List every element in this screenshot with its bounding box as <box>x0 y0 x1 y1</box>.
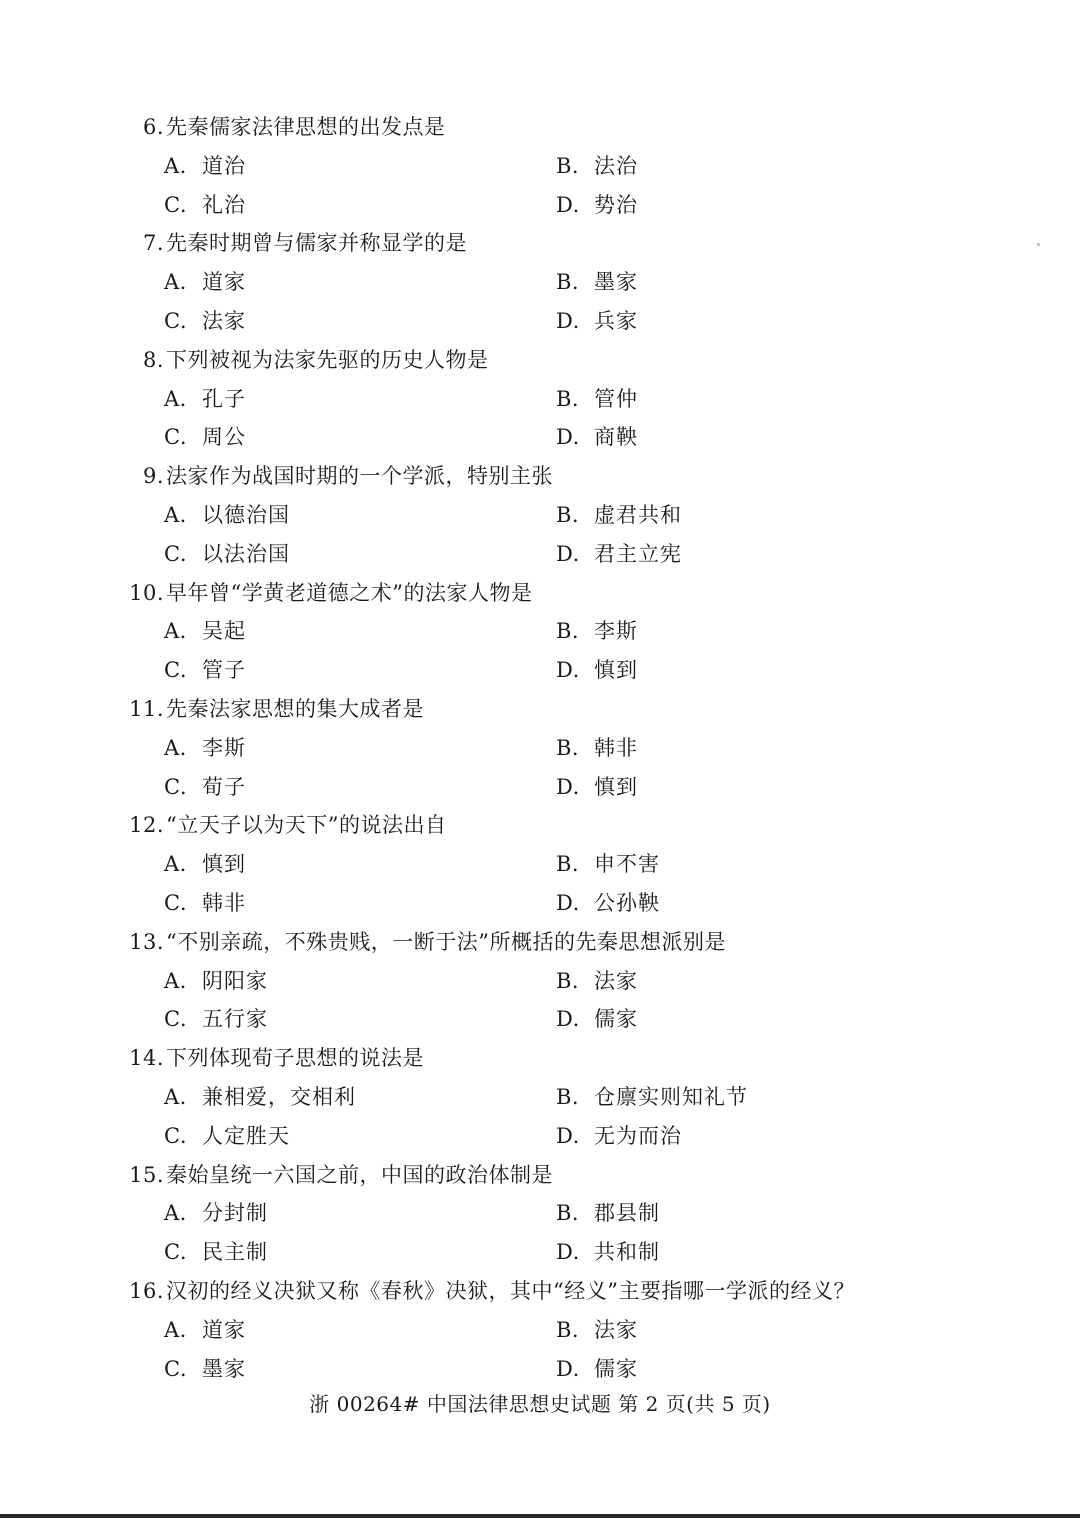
question-number: 9. <box>142 464 164 489</box>
option-row <box>120 1311 940 1350</box>
answer-option <box>164 1233 268 1272</box>
question-item <box>120 1156 940 1272</box>
answer-option <box>556 768 638 807</box>
question-number: 14. <box>129 1046 164 1071</box>
option-letter: C. <box>164 1356 187 1381</box>
option-text: 道家 <box>202 270 246 295</box>
question-text: “不别亲疏，不殊贵贱，一断于法”所概括的先秦思想派别是 <box>166 929 726 954</box>
option-text: 兵家 <box>594 308 638 333</box>
question-item <box>120 457 940 573</box>
question-stem <box>120 923 940 962</box>
option-letter: A. <box>164 735 187 760</box>
answer-option <box>164 535 290 574</box>
answer-option <box>556 845 660 884</box>
answer-option <box>164 1000 268 1039</box>
question-stem <box>120 1039 940 1078</box>
scan-bottom-edge <box>0 1514 1080 1518</box>
option-text: 儒家 <box>594 1356 638 1381</box>
option-text: 孔子 <box>202 386 246 411</box>
answer-option <box>164 147 246 186</box>
question-number: 11. <box>129 696 164 721</box>
question-stem <box>120 108 940 147</box>
option-letter: A. <box>164 1084 187 1109</box>
question-item <box>120 574 940 690</box>
answer-option <box>164 1311 246 1350</box>
answer-option <box>556 418 638 457</box>
option-row <box>120 302 940 341</box>
question-stem <box>120 341 940 380</box>
option-text: 李斯 <box>202 735 246 760</box>
question-text: 下列体现荀子思想的说法是 <box>166 1046 424 1071</box>
option-row <box>120 263 940 302</box>
question-list <box>120 108 940 1388</box>
option-text: 法家 <box>202 308 246 333</box>
question-text: 先秦法家思想的集大成者是 <box>166 696 424 721</box>
option-row <box>120 1117 940 1156</box>
option-text: 公孙鞅 <box>594 890 660 915</box>
answer-option <box>556 1311 638 1350</box>
question-text: 先秦时期曾与儒家并称显学的是 <box>166 231 467 256</box>
answer-option <box>164 1350 246 1389</box>
option-letter: C. <box>164 308 187 333</box>
option-text: 分封制 <box>202 1201 268 1226</box>
option-letter: A. <box>164 1201 187 1226</box>
answer-option <box>556 380 638 419</box>
option-letter: C. <box>164 1007 187 1032</box>
option-letter: D. <box>556 658 580 683</box>
option-row <box>120 418 940 457</box>
option-text: 荀子 <box>202 774 246 799</box>
option-text: 礼治 <box>202 192 246 217</box>
option-letter: A. <box>164 502 187 527</box>
question-number: 8. <box>142 347 164 372</box>
option-text: 慎到 <box>594 658 638 683</box>
question-stem <box>120 1156 940 1195</box>
question-item <box>120 690 940 806</box>
option-row <box>120 1078 940 1117</box>
option-text: 郡县制 <box>594 1201 660 1226</box>
question-number: 6. <box>142 115 164 139</box>
question-number: 16. <box>129 1278 164 1303</box>
answer-option <box>164 1194 268 1233</box>
option-text: 墨家 <box>202 1356 246 1381</box>
option-text: 商鞅 <box>594 425 638 450</box>
option-letter: B. <box>556 968 580 993</box>
question-number: 12. <box>129 813 164 838</box>
option-letter: D. <box>556 890 580 915</box>
answer-option <box>556 962 638 1001</box>
question-text: 早年曾“学黄老道德之术”的法家人物是 <box>166 580 533 605</box>
option-letter: A. <box>164 1317 187 1342</box>
scan-speck <box>1037 243 1040 246</box>
option-letter: A. <box>164 619 187 644</box>
question-item <box>120 224 940 340</box>
option-letter: D. <box>556 1356 580 1381</box>
question-stem <box>120 806 940 845</box>
option-text: 虚君共和 <box>594 502 682 527</box>
answer-option <box>164 263 246 302</box>
answer-option <box>556 1000 638 1039</box>
answer-option <box>164 418 246 457</box>
option-letter: C. <box>164 425 187 450</box>
option-text: 以德治国 <box>202 502 290 527</box>
option-letter: C. <box>164 890 187 915</box>
option-letter: C. <box>164 1123 187 1148</box>
option-text: 法家 <box>594 1317 638 1342</box>
option-letter: D. <box>556 192 580 217</box>
option-letter: B. <box>556 1317 580 1342</box>
answer-option <box>556 1078 748 1117</box>
answer-option <box>556 302 638 341</box>
option-letter: C. <box>164 192 187 217</box>
question-number: 15. <box>129 1162 164 1187</box>
question-stem <box>120 224 940 263</box>
question-item <box>120 341 940 457</box>
option-letter: A. <box>164 153 187 178</box>
answer-option <box>556 651 638 690</box>
option-letter: A. <box>164 270 187 295</box>
answer-option <box>556 1194 660 1233</box>
option-letter: D. <box>556 425 580 450</box>
answer-option <box>164 612 246 651</box>
answer-option <box>556 1233 660 1272</box>
option-letter: B. <box>556 386 580 411</box>
question-number: 10. <box>129 580 164 605</box>
answer-option <box>164 884 246 923</box>
answer-option <box>164 380 246 419</box>
question-text: 汉初的经义决狱又称《春秋》决狱，其中“经义”主要指哪一学派的经义？ <box>166 1278 855 1303</box>
answer-option <box>556 496 682 535</box>
question-text: 法家作为战国时期的一个学派，特别主张 <box>166 464 553 489</box>
option-text: 民主制 <box>202 1240 268 1265</box>
answer-option <box>164 496 290 535</box>
option-text: 君主立宪 <box>594 541 682 566</box>
option-text: 无为而治 <box>594 1123 682 1148</box>
question-item <box>120 923 940 1039</box>
question-item <box>120 806 940 922</box>
question-text: 先秦儒家法律思想的出发点是 <box>166 115 446 139</box>
option-text: 仓廪实则知礼节 <box>594 1084 748 1109</box>
option-letter: D. <box>556 308 580 333</box>
answer-option <box>164 302 246 341</box>
option-letter: D. <box>556 1007 580 1032</box>
question-stem <box>120 690 940 729</box>
question-number: 13. <box>129 929 164 954</box>
option-row <box>120 612 940 651</box>
answer-option <box>556 535 682 574</box>
option-letter: B. <box>556 153 580 178</box>
option-letter: D. <box>556 541 580 566</box>
answer-option <box>556 1117 682 1156</box>
option-text: 周公 <box>202 425 246 450</box>
question-stem <box>120 574 940 613</box>
option-letter: D. <box>556 1123 580 1148</box>
option-letter: C. <box>164 1240 187 1265</box>
option-letter: A. <box>164 968 187 993</box>
option-letter: B. <box>556 1201 580 1226</box>
option-text: 慎到 <box>202 852 246 877</box>
option-text: 以法治国 <box>202 541 290 566</box>
option-letter: B. <box>556 852 580 877</box>
option-text: 管仲 <box>594 386 638 411</box>
question-item <box>120 1039 940 1155</box>
answer-option <box>556 186 638 225</box>
answer-option <box>164 186 246 225</box>
answer-option <box>164 1078 356 1117</box>
option-letter: B. <box>556 270 580 295</box>
option-letter: B. <box>556 619 580 644</box>
option-letter: B. <box>556 1084 580 1109</box>
option-row <box>120 1350 940 1389</box>
option-text: 申不害 <box>594 852 660 877</box>
option-row <box>120 962 940 1001</box>
answer-option <box>164 1117 290 1156</box>
option-letter: A. <box>164 386 187 411</box>
option-letter: B. <box>556 502 580 527</box>
answer-option <box>556 612 638 651</box>
answer-option <box>556 147 638 186</box>
question-text: 下列被视为法家先驱的历史人物是 <box>166 347 489 372</box>
option-letter: D. <box>556 1240 580 1265</box>
answer-option <box>164 962 268 1001</box>
question-text: “立天子以为天下”的说法出自 <box>166 813 447 838</box>
option-text: 兼相爱，交相利 <box>202 1084 356 1109</box>
answer-option <box>556 729 638 768</box>
page-footer: 浙 00264# 中国法律思想史试题 第 2 页(共 5 页) <box>309 1392 771 1416</box>
option-text: 韩非 <box>202 890 246 915</box>
option-letter: D. <box>556 774 580 799</box>
option-row <box>120 380 940 419</box>
option-row <box>120 535 940 574</box>
answer-option <box>164 845 246 884</box>
option-row <box>120 496 940 535</box>
question-number: 7. <box>142 231 164 256</box>
option-text: 法治 <box>594 153 638 178</box>
option-row <box>120 845 940 884</box>
option-row <box>120 729 940 768</box>
question-stem <box>120 1272 940 1311</box>
option-row <box>120 147 940 186</box>
option-letter: C. <box>164 541 187 566</box>
option-letter: A. <box>164 852 187 877</box>
option-text: 儒家 <box>594 1007 638 1032</box>
question-text: 秦始皇统一六国之前，中国的政治体制是 <box>166 1162 553 1187</box>
option-text: 势治 <box>594 192 638 217</box>
answer-option <box>164 729 246 768</box>
option-letter: C. <box>164 658 187 683</box>
answer-option <box>556 1350 638 1389</box>
option-text: 墨家 <box>594 270 638 295</box>
option-letter: C. <box>164 774 187 799</box>
option-text: 法家 <box>594 968 638 993</box>
option-row <box>120 186 940 225</box>
option-row <box>120 884 940 923</box>
option-text: 吴起 <box>202 619 246 644</box>
option-text: 人定胜天 <box>202 1123 290 1148</box>
question-stem <box>120 457 940 496</box>
option-row <box>120 1194 940 1233</box>
option-text: 道家 <box>202 1317 246 1342</box>
option-letter: B. <box>556 735 580 760</box>
option-text: 阴阳家 <box>202 968 268 993</box>
option-row <box>120 651 940 690</box>
question-item <box>120 108 940 224</box>
answer-option <box>164 768 246 807</box>
answer-option <box>164 651 246 690</box>
option-text: 道治 <box>202 153 246 178</box>
answer-option <box>556 263 638 302</box>
answer-option <box>556 884 660 923</box>
option-text: 李斯 <box>594 619 638 644</box>
option-text: 共和制 <box>594 1240 660 1265</box>
question-item <box>120 1272 940 1388</box>
option-row <box>120 1000 940 1039</box>
option-text: 慎到 <box>594 774 638 799</box>
option-text: 韩非 <box>594 735 638 760</box>
option-row <box>120 1233 940 1272</box>
option-text: 管子 <box>202 658 246 683</box>
option-text: 五行家 <box>202 1007 268 1032</box>
option-row <box>120 768 940 807</box>
